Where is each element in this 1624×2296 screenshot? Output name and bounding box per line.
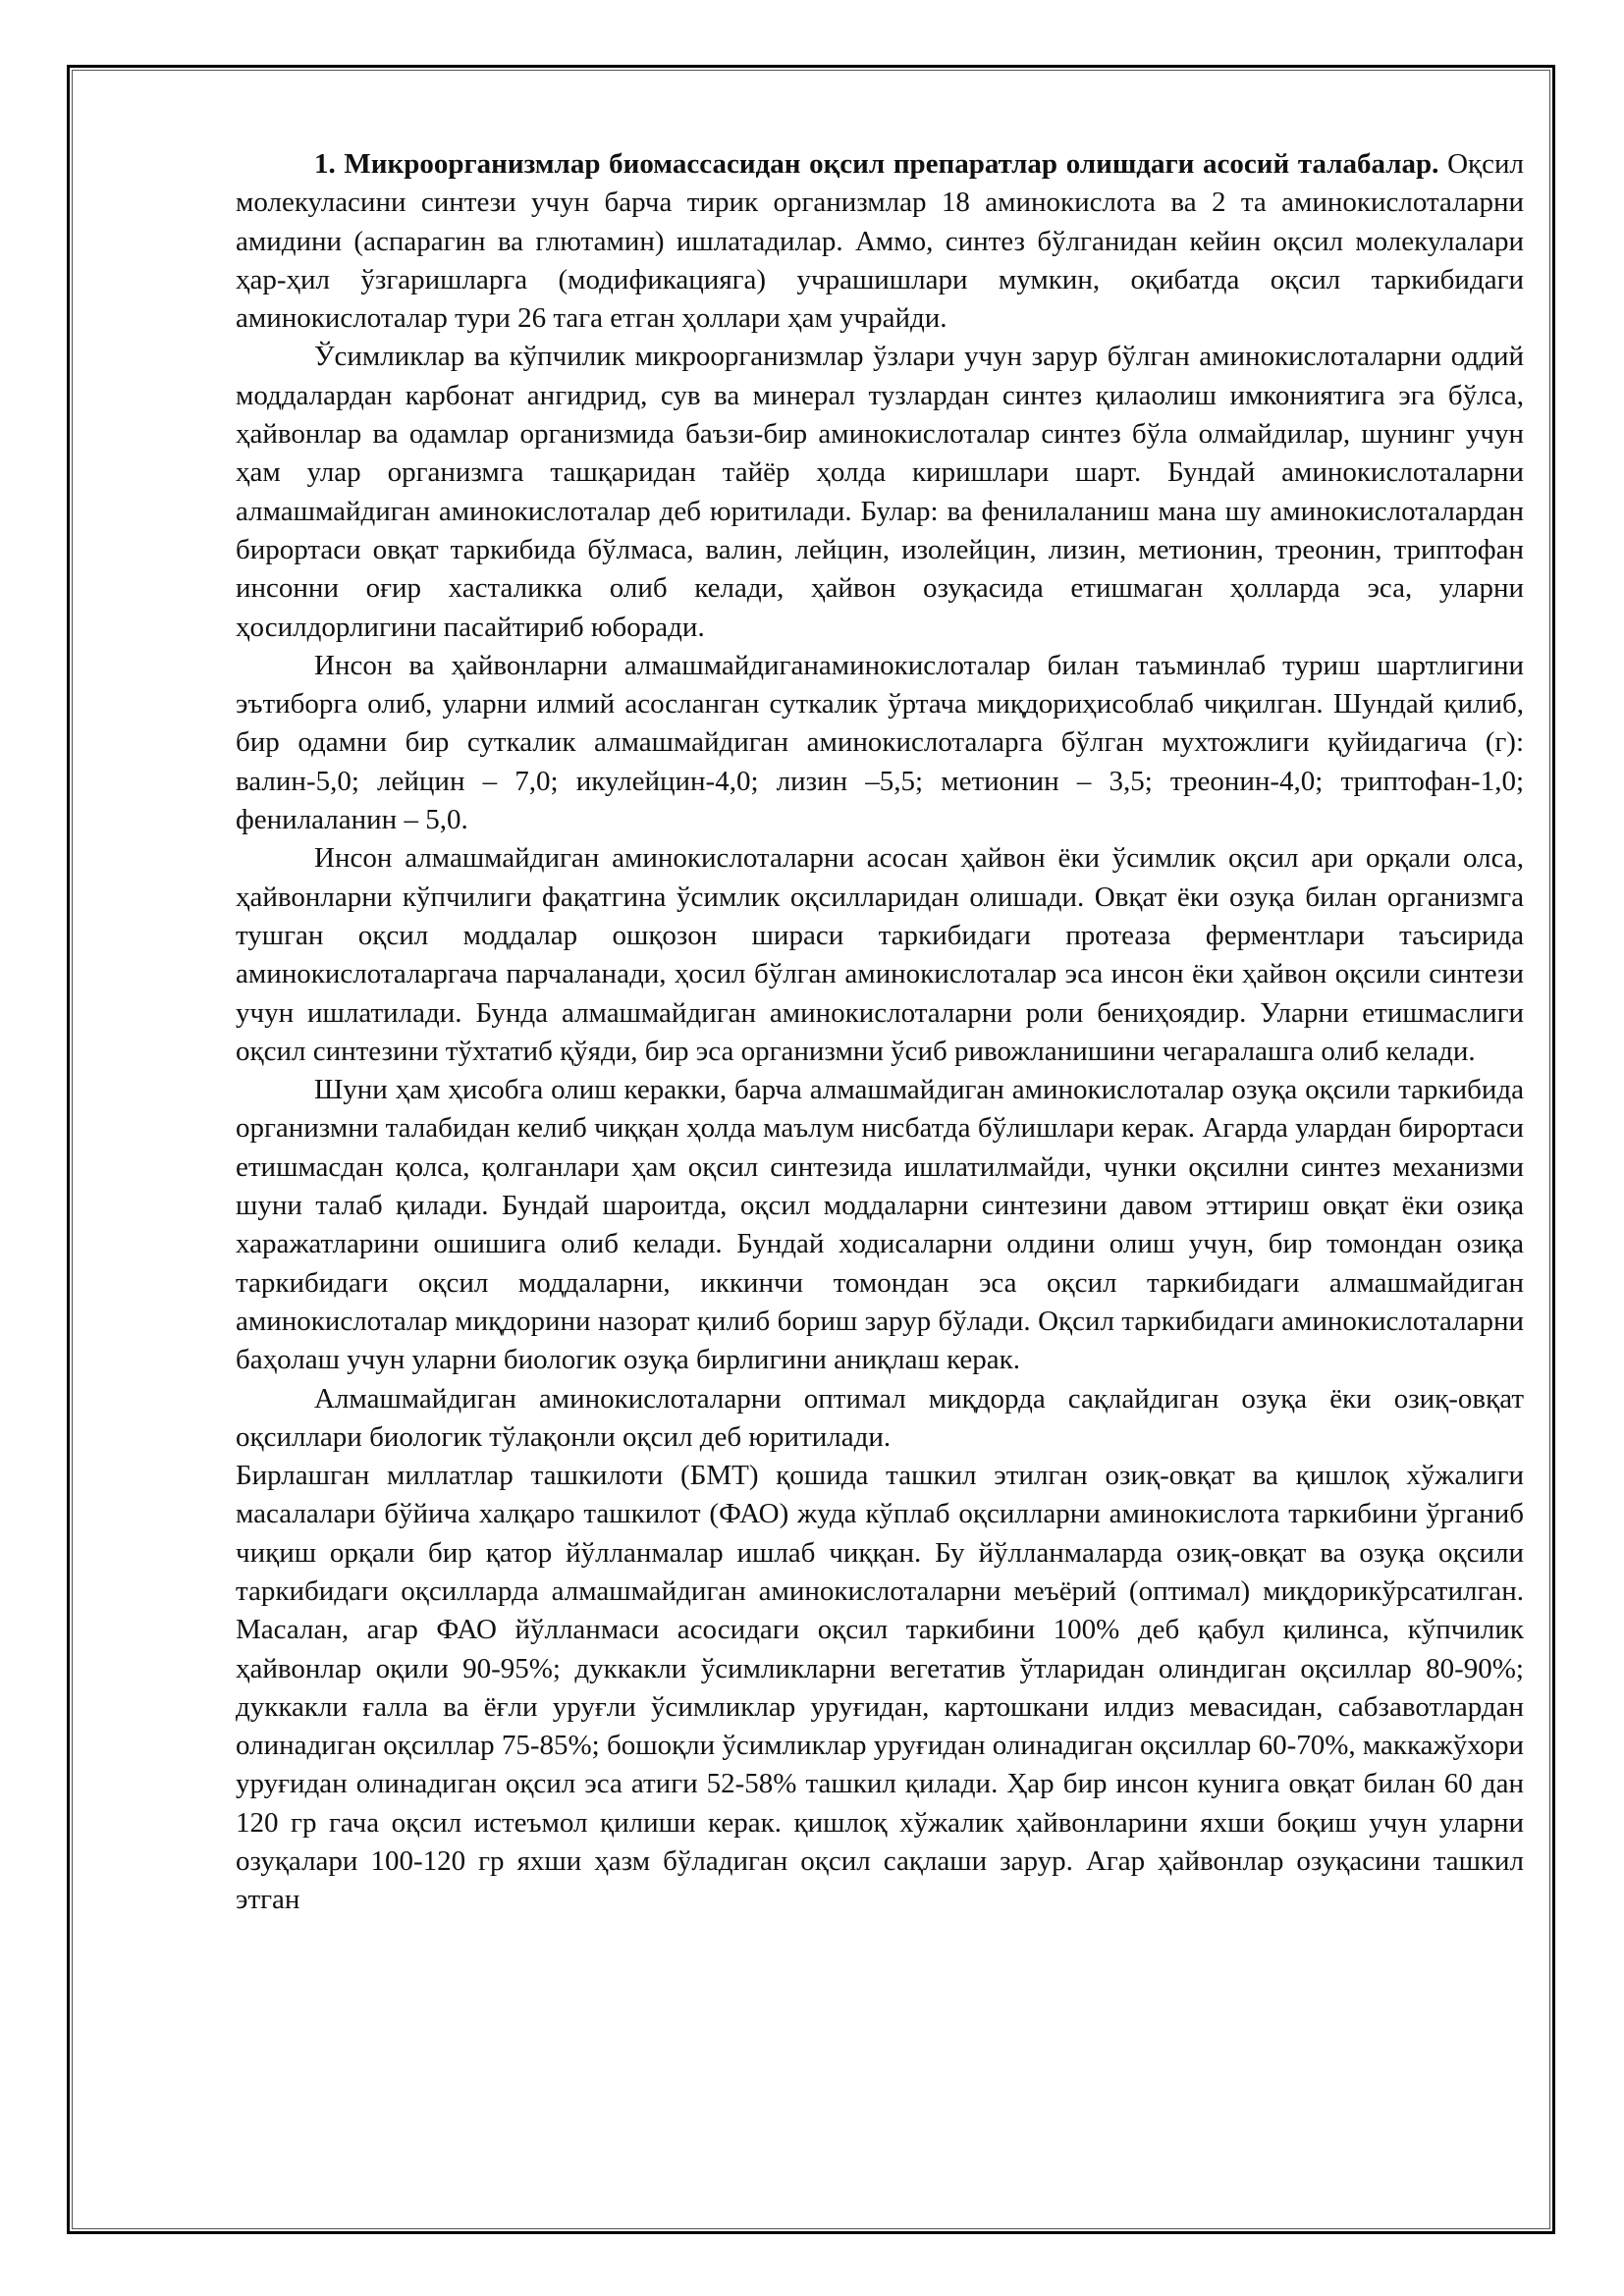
document-body xyxy=(236,145,1524,1920)
paragraph-3: Инсон ва ҳайвонларни алмашмайдиганаминокислоталар билан таъминлаб туриш шартлигини эътиборга олиб, уларни илмий асосланган суткалик ўртача миқдориҳисоблаб чиқилган. Шундай қилиб, бир одамни бир суткалик алмашмайдиган аминокислоталарга бўлган мухтожлиги қуйидагича (г): валин-5,0; лейцин – 7,0; икулейцин-4,0; лизин –5,5; метионин – 3,5; треонин-4,0; триптофан-1,0; фенилаланин – 5,0. xyxy=(236,649,1524,836)
paragraph-5: Шуни ҳам ҳисобга олиш керакки, барча алмашмайдиган аминокислоталар озуқа оқсили таркибида организмни талабидан келиб чиққан ҳолда маълум нисбатда бўлишлари керак. Агарда улардан бирортаси етишмасдан қолса, қолганлари ҳам оқсил синтезида ишлатилмайди, чунки оқсилни синтез механизми шуни талаб қилади. Бундай шароитда, оқсил моддаларни синтезини давом эттириш овқат ёки озиқа харажатларини ошишига олиб келади. Бундай ходисаларни олдини олиш учун, бир томондан озиқа таркибидаги оқсил моддаларни, иккинчи томондан эса оқсил таркибидаги алмашмайдиган аминокислоталар миқдорини назорат қилиб бориш зарур бўлади. Оқсил таркибидаги аминокислоталарни баҳолаш учун уларни биологик озуқа бирлигини аниқлаш керак. xyxy=(236,1074,1524,1376)
paragraph-7: Бирлашган миллатлар ташкилоти (БМТ) қошида ташкил этилган озиқ-овқат ва қишлоқ хўжалиги масалалари бўйича халқаро ташкилот (ФАО) жуда кўплаб оқсилларни аминокислота таркибини ўрганиб чиқиш орқали бир қатор йўлланмалар ишлаб чиққан. Бу йўлланмаларда озиқ-овқат ва озуқа оқсили таркибидаги оқсилларда алмашмайдиган аминокислоталарни меъёрий (оптимал) миқдорикўрсатилган. Масалан, агар ФАО йўлланмаси асосидаги оқсил таркибини 100% деб қабул қилинса, кўпчилик ҳайвонлар оқили 90-95%; дуккакли ўсимликларни вегетатив ўтларидан олиндиган оқсиллар 80-90%; дуккакли ғалла ва ёғли уруғли ўсимликлар уруғидан, картошкани илдиз мевасидан, сабзавотлардан олинадиган оқсиллар 75-85%; бошоқли ўсимликлар уруғидан олинадиган оқсиллар 60-70%, маккажўхори уруғидан олинадиган оқсил эса атиги 52-58% ташкил қилади. Ҳар бир инсон кунига овқат билан 60 дан 120 гр гача оқсил истеъмол қилиши керак. қишлоқ хўжалик ҳайвонларини яхши боқиш учун уларни озуқалари 100-120 гр яхши ҳазм бўладиган оқсил сақлаши зарур. Агар ҳайвонлар озуқасини ташкил этган xyxy=(236,1460,1524,1916)
paragraph-1-text: Оқсил молекуласини синтези учун барча тирик организмлар 18 аминокислота ва 2 та аминокислоталарни амидини (аспарагин ва глютамин) ишлатадилар. Аммо, синтез бўлганидан кейин оқсил молекулалари ҳар-ҳил ўзгаришларга (модификацияга) учрашишлари мумкин, оқибатда оқсил таркибидаги аминокислоталар тури 26 тага етган ҳоллари ҳам учрайди. xyxy=(236,148,1524,335)
paragraph-6: Алмашмайдиган аминокислоталарни оптимал миқдорда сақлайдиган озуқа ёки озиқ-овқат оқсиллари биологик тўлақонли оқсил деб юритилади. xyxy=(236,1382,1524,1453)
paragraph-2: Ўсимликлар ва кўпчилик микроорганизмлар ўзлари учун зарур бўлган аминокислоталарни оддий моддалардан карбонат ангидрид, сув ва минерал тузлардан синтез қилаолиш имкониятига эга бўлса, ҳайвонлар ва одамлар организмида баъзи-бир аминокислоталар синтез бўла олмайдилар, шунинг учун ҳам улар организмга ташқаридан тайёр ҳолда киришлари шарт. Бундай аминокислоталарни алмашмайдиган аминокислоталар деб юритилади. Булар: ва фенилаланиш мана шу аминокислоталардан бирортаси овқат таркибида бўлмаса, валин, лейцин, изолейцин, лизин, метионин, треонин, триптофан инсонни оғир хасталикка олиб келади, ҳайвон озуқасида етишмаган ҳолларда эса, уларни ҳосилдорлигини пасайтириб юборади. xyxy=(236,341,1524,643)
paragraph-1 xyxy=(236,145,1524,338)
section-heading: 1. Микроорганизмлар биомассасидан оқсил препаратлар олишдаги асосий талабалар. xyxy=(314,148,1439,180)
paragraph-4: Инсон алмашмайдиган аминокислоталарни асосан ҳайвон ёки ўсимлик оқсил ари орқали олса, ҳайвонларни кўпчилиги фақатгина ўсимлик оқсилларидан олишади. Овқат ёки озуқа билан организмга тушган оқсил моддалар ошқозон шираси таркибидаги протеаза ферментлари таъсирида аминокислоталаргача парчаланади, ҳосил бўлган аминокислоталар эса инсон ёки ҳайвон оқсили синтези учун ишлатилади. Бунда алмашмайдиган аминокислоталарни роли бениҳоядир. Уларни етишмаслиги оқсил синтезини тўхтатиб қўяди, бир эса организмни ўсиб ривожланишини чегаралашга олиб келади. xyxy=(236,842,1524,1067)
